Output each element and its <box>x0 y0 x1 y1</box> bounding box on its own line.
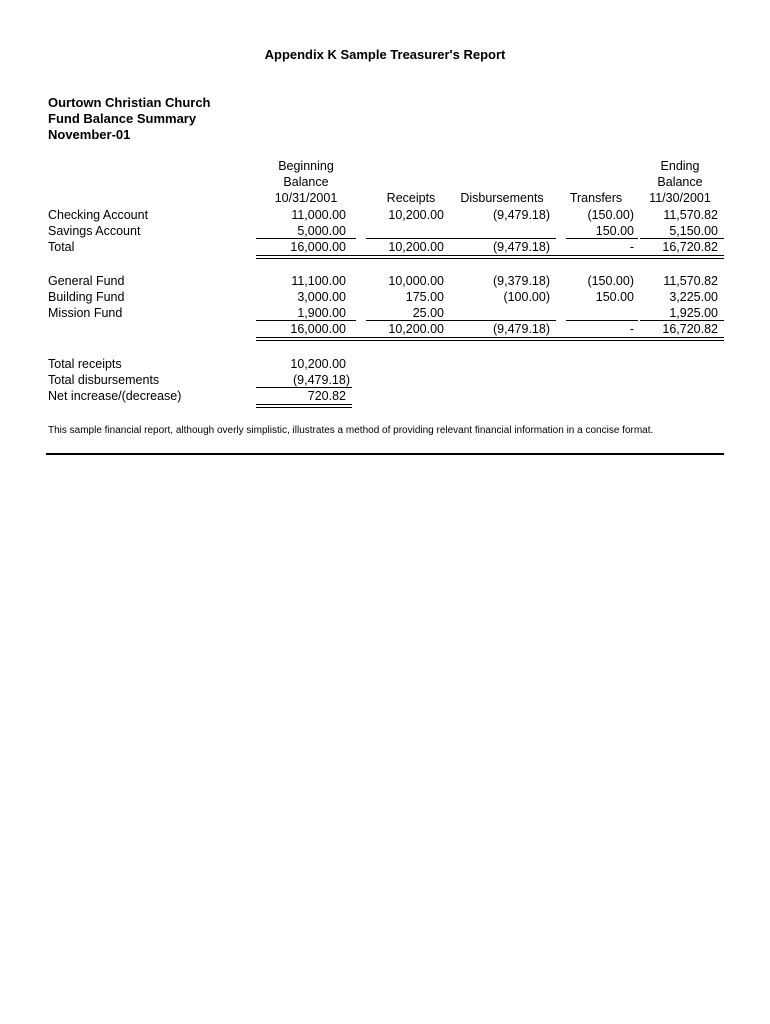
disbursements-value: (9,479.18) <box>493 208 550 222</box>
transfers-value: (150.00) <box>587 274 634 288</box>
header-beginning-2: Balance <box>283 175 329 189</box>
receipts-value: 10,200.00 <box>388 322 444 336</box>
transfers-value: - <box>629 240 634 254</box>
total-rule <box>256 337 724 338</box>
ending-value: 11,570.82 <box>663 274 718 288</box>
ending-value: 3,225.00 <box>669 290 718 304</box>
beginning-value: 16,000.00 <box>290 240 346 254</box>
header-receipts: Receipts <box>386 191 436 205</box>
summary-value: (9,479.18) <box>293 373 350 387</box>
receipts-value: 175.00 <box>405 290 444 304</box>
transfers-value: (150.00) <box>587 208 634 222</box>
beginning-value: 16,000.00 <box>290 322 346 336</box>
beginning-value: 1,900.00 <box>297 306 346 320</box>
subtotal-rule <box>566 320 638 321</box>
disbursements-value: (100.00) <box>503 290 550 304</box>
church-name: Ourtown Christian Church <box>48 95 211 110</box>
beginning-value: 5,000.00 <box>297 224 346 238</box>
summary-label: Total disbursements <box>48 373 160 387</box>
ending-value: 1,925.00 <box>669 306 718 320</box>
subtotal-rule <box>256 387 352 388</box>
row-label: Checking Account <box>48 208 149 222</box>
ending-value: 16,720.82 <box>662 322 718 336</box>
transfers-value: 150.00 <box>595 290 634 304</box>
total-double-rule <box>256 340 724 341</box>
total-rule <box>256 404 352 405</box>
beginning-value: 3,000.00 <box>297 290 346 304</box>
total-double-rule <box>256 407 352 408</box>
footnote: This sample financial report, although overly simplistic, illustrates a method of providing relevant financial information in a concise format. <box>48 425 654 436</box>
row-label: General Fund <box>48 274 125 288</box>
transfers-value: 150.00 <box>595 224 634 238</box>
subtotal-rule <box>566 238 638 239</box>
receipts-value: 10,000.00 <box>388 274 444 288</box>
header-beginning-1: Beginning <box>278 159 334 173</box>
header-ending-1: Ending <box>660 159 700 173</box>
subtotal-rule <box>452 238 556 239</box>
ending-value: 16,720.82 <box>662 240 718 254</box>
subtotal-rule <box>366 320 456 321</box>
bottom-rule <box>46 453 724 455</box>
header-transfers: Transfers <box>569 191 623 205</box>
header-ending-2: Balance <box>657 175 703 189</box>
beginning-value: 11,000.00 <box>291 208 346 222</box>
receipts-value: 10,200.00 <box>388 208 444 222</box>
subtotal-rule <box>256 238 356 239</box>
report-name: Fund Balance Summary <box>48 111 197 126</box>
summary-label: Total receipts <box>48 357 122 371</box>
total-rule <box>256 255 724 256</box>
subtotal-rule <box>452 320 556 321</box>
subtotal-rule <box>256 320 356 321</box>
subtotal-rule <box>640 320 724 321</box>
header-disbursements: Disbursements <box>460 191 544 205</box>
receipts-value: 25.00 <box>412 306 444 320</box>
total-double-rule <box>256 258 724 259</box>
row-label: Total <box>48 240 75 254</box>
ending-value: 5,150.00 <box>669 224 718 238</box>
summary-label: Net increase/(decrease) <box>48 389 182 403</box>
summary-value: 10,200.00 <box>290 357 346 371</box>
header-beginning-3: 10/31/2001 <box>274 191 338 205</box>
receipts-value: 10,200.00 <box>388 240 444 254</box>
subtotal-rule <box>366 238 456 239</box>
row-label: Building Fund <box>48 290 125 304</box>
transfers-value: - <box>629 322 634 336</box>
disbursements-value: (9,379.18) <box>493 274 550 288</box>
header-ending-3: 11/30/2001 <box>649 191 711 205</box>
row-label: Savings Account <box>48 224 141 238</box>
disbursements-value: (9,479.18) <box>493 240 550 254</box>
subtotal-rule <box>640 238 724 239</box>
summary-value: 720.82 <box>307 389 346 403</box>
beginning-value: 11,100.00 <box>291 274 346 288</box>
disbursements-value: (9,479.18) <box>493 322 550 336</box>
page-title: Appendix K Sample Treasurer's Report <box>264 47 506 62</box>
ending-value: 11,570.82 <box>663 208 718 222</box>
report-period: November-01 <box>48 127 131 142</box>
row-label: Mission Fund <box>48 306 123 320</box>
